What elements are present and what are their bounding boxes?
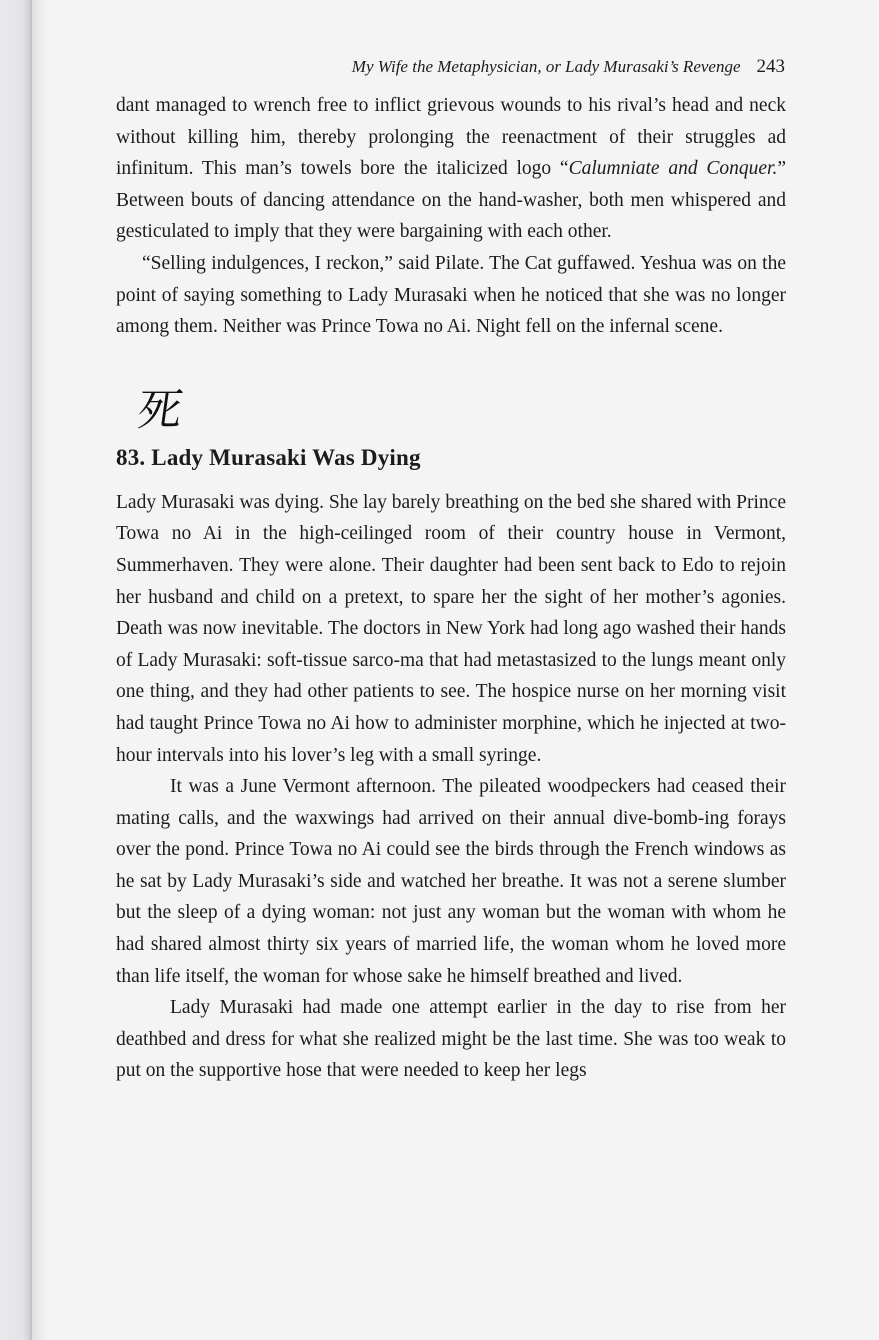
death-kanji-icon: 死 [134,384,186,436]
paragraph: “Selling indulgences, I reckon,” said Pilate. The Cat guffawed. Yeshua was on the point of saying something to Lady Murasaki when he noticed that she was no longer among them. Neither was Prince Towa no Ai. Night fell on the infernal scene. [116,252,786,338]
paragraph: Lady Murasaki had made one attempt earlier in the day to rise from her deathbed and dress for what she realized might be the last time. She was too weak to put on the supportive hose that were needed to keep her legs [116,997,786,1082]
paragraph-text: dant managed to wrench free to inflict grievous wounds to his rival’s head and neck without killing him, thereby prolonging the reenactment of their struggles ad infinitum. This man’s towels bore the italicized logo “ [116,95,786,180]
paragraph-text: ” Between bouts of dancing attendance on the hand‐washer, both men whispered and gesticulated to imply that they were bargaining with each other. [116,158,786,243]
italic-logo-text: Calumniate and Conquer. [568,158,778,180]
running-head [352,56,785,78]
text-block [116,90,786,1087]
left-page-edge [0,0,32,1340]
paragraph: It was a June Vermont afternoon. The pileated woodpeckers had ceased their mating calls, and the waxwings had arrived on their annual dive‐bomb‐ing forays over the pond. Prince Towa no Ai could see the birds through the French windows as he sat by Lady Murasaki’s side and watched her breathe. It was not a serene slumber but the sleep of a dying woman: not just any woman but the woman with whom he had shared almost thirty six years of married life, the woman whom he loved more than life itself, the woman for whose sake he himself breathed and lived. [116,776,786,987]
running-head-title: My Wife the Metaphysician, or Lady Murasaki’s Revenge [351,57,741,76]
section-heading: 83. Lady Murasaki Was Dying [116,444,421,470]
page-number: 243 [756,56,785,77]
paragraph: Lady Murasaki was dying. She lay barely breathing on the bed she shared with Prince Towa no Ai in the high‐ceilinged room of their country house in Vermont, Summerhaven. They were alone. Their daughter had been sent back to Edo to rejoin her husband and child on a pretext, to spare her the sight of her mother’s agonies. Death was now inevitable. The doctors in New York had long ago washed their hands of Lady Murasaki: soft‐tissue sarco‐ma that had metastasized to the lungs meant only one thing, and they had other patients to see. The hospice nurse on her morning visit had taught Prince Towa no Ai how to administer morphine, which he injected at two‐hour intervals into his lover’s leg with a small syringe. [116,491,786,766]
paragraph-continuation [116,90,786,248]
gutter-shadow [32,0,46,1340]
